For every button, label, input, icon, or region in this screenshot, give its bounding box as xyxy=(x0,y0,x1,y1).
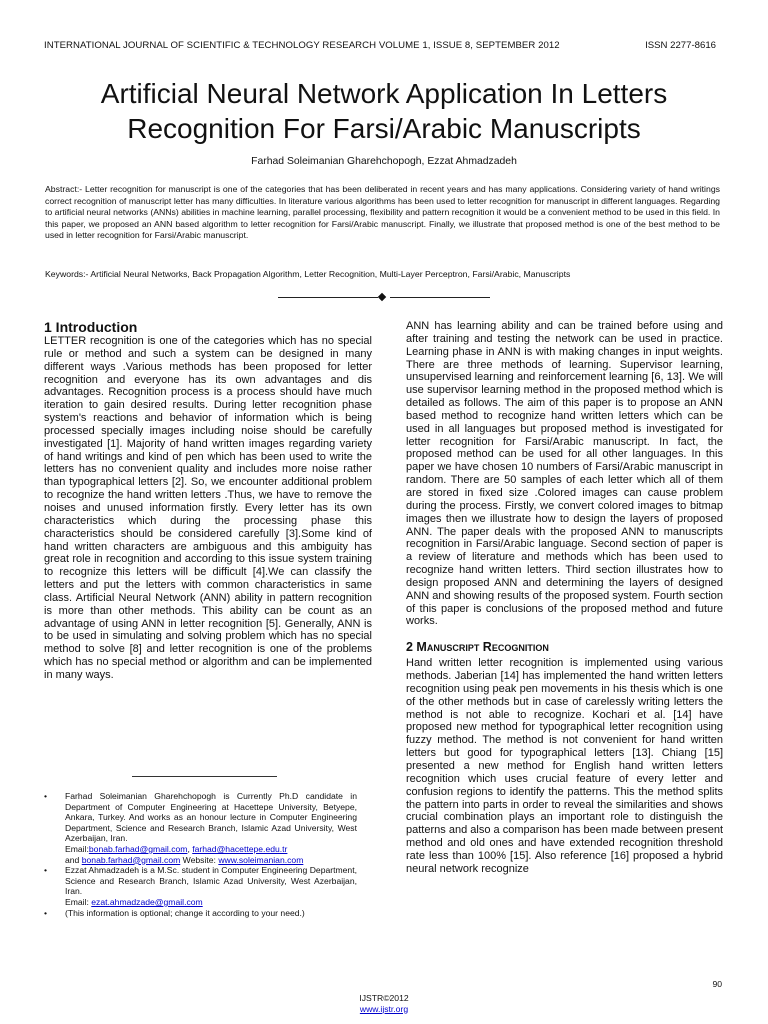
footnote-optional xyxy=(44,908,357,919)
email-link-4[interactable]: ezat.ahmadzade@gmail.com xyxy=(91,896,203,907)
section-2-heading: 2 Manuscript Recognition xyxy=(406,640,549,655)
page-number: 90 xyxy=(712,979,722,989)
divider-line-left xyxy=(278,297,378,298)
paper-title xyxy=(40,76,728,146)
bullet-icon: • xyxy=(44,865,48,876)
journal-header: INTERNATIONAL JOURNAL OF SCIENTIFIC & TECHNOLOGY RESEARCH VOLUME 1, ISSUE 8, SEPTEMBER 2012 xyxy=(44,40,560,51)
copyright: IJSTR©2012 xyxy=(359,993,409,1003)
footnote-author-1 xyxy=(44,791,357,865)
title-line-1: Artificial Neural Network Application In Letters xyxy=(100,78,668,109)
left-column xyxy=(44,319,372,682)
footnote-author-2 xyxy=(44,865,357,907)
authors: Farhad Soleimanian Gharehchopogh, Ezzat Ahmadzadeh xyxy=(251,156,517,167)
section-divider xyxy=(278,297,490,299)
keywords: Keywords:- Artificial Neural Networks, Back Propagation Algorithm, Letter Recognition, Multi-Layer Perceptron, Farsi/Arabic, Manuscripts xyxy=(45,269,571,279)
footnote-1-separator: , xyxy=(187,843,193,854)
email-link-3[interactable]: bonab.farhad@gmail.com xyxy=(81,854,181,865)
footnote-1-email-label: Email: xyxy=(65,843,89,854)
bullet-icon: • xyxy=(44,907,48,918)
page-footer xyxy=(0,993,768,1014)
section-1-heading: 1 Introduction xyxy=(44,319,138,335)
section-1-continued: ANN has learning ability and can be trained before using and after training and testing the network can be used in practice. Learning phase in ANN is with making changes in input weights. There are three methods of learning. Supervisor learning, unsupervised learning and reinforcement learning [6, 13]. We will use supervisor learning method in the proposed method which is detailed as follows. The aim of this paper is to propose an ANN based method to recognize hand written letters which can be used in all languages but proposed method is investigated for letter recognition for Farsi/Arabic manuscript. In fact, the proposed method can be used for all other languages. In this paper we have chosen 10 numbers of Farsi/Arabic manuscript in random. There are 50 samples of each letter which all of them are stored in fixed size .Colored images can cause problem during the process. Firstly, we convert colored images to bitmap images then we illustrate how to design the layers of proposed ANN. The paper deals with the proposed ANN to manuscripts recognition in Farsi/Arabic language. Second section of paper is a review of literature and methods which has been used to recognize hand written letters. Third section illustrates how to design proposed ANN and determining the layers of designed ANN and showing results of the proposed system. Fourth section of this paper is conclusions of the proposed method and future works. xyxy=(406,320,723,628)
author-footnotes xyxy=(44,791,357,918)
divider-line-right xyxy=(390,297,490,298)
section-2-body: Hand written letter recognition is implemented using various methods. Jaberian [14] has implemented the hand written letters recognition using peak pen movements in his thesis which is one of the other methods but in case of carelessly writing letters the method is not able to recognize. Kochari et al. [14] have proposed new method for typographical letter recognition using fuzzy method. The method is not convenient for hand written letters but good for typographical letters [13]. Chiang [15] presented a new method for English hand written letters recognition which uses crucial feature of every letter and confusion regions to identify the patterns. This the method splits the pattern into parts in order to reveal the similarities and shows crucial combination plays an important role to distinguish the patterns and also a comparison has been made between present method and old ones and have extended recognition threshold rate less than 100% [15]. Also reference [16] proposed a hybrid neural network recognize xyxy=(406,657,723,875)
footnote-1-text: Farhad Soleimanian Gharehchopogh is Currently Ph.D candidate in Department of Computer Engineering at Hacettepe University, Betyepe, Ankara, Turkey. And works as an honour lecture in Computer Engineering Department, Science and Research Branch, Islamic Azad University, West Azerbaijan, Iran. xyxy=(65,791,357,844)
footnote-3-text: (This information is optional; change it according to your need.) xyxy=(65,907,305,918)
issn-header: ISSN 2277-8616 xyxy=(645,40,716,51)
divider-diamond-icon xyxy=(378,293,386,301)
right-column xyxy=(406,320,723,876)
journal-url-link[interactable]: www.ijstr.org xyxy=(359,1003,409,1014)
footnote-2-text: Ezzat Ahmadzadeh is a M.Sc. student in Computer Engineering Department, Science and Research Branch, Islamic Azad University, West Azerbaijan, Iran. xyxy=(65,865,357,897)
title-line-2: Recognition For Farsi/Arabic Manuscripts xyxy=(127,113,641,144)
section-1-body: LETTER recognition is one of the categories which has no special rule or method and such a system can be designed in many different ways .Various methods has been proposed for letter recognition and everyone has its own advantages and dis advantages. Recognition process is a process should have much iteration to gain desired results. During letter recognition phase system's reactions and behavior of information which is being processed specially images including noise should be carefully investigated [1]. Majority of hand written images regarding variety of hand writings and kind of pen which has been used to write the letters has no convenient quality and includes more noise rather than typographical letters [2]. So, we encounter additional problem to recognize the hand written letters .Thus, we have to remove the noises and unused information firstly. Every letter has its own characteristics which during the processing phase this characteristics should be considered carefully [3].Some kind of hand written characters are ambiguous and this ambiguity has great role in recognition and according to this issue system training to recognize this letters will be difficult [4].We can classify the letters and put the letters with common characteristics in same class. Artificial Neural Network (ANN) ability in pattern recognition is more than other methods. This ability can be count as an advantage of using ANN in letter recognition [5]. Generally, ANN is to be used in simulating and solving problem which has no special method to solve [8] and letter recognition is one of the problems which has no special method or algorithm and can be implemented in many ways. xyxy=(44,335,372,681)
email-link-1[interactable]: bonab.farhad@gmail.com xyxy=(88,843,188,854)
bullet-icon: • xyxy=(44,791,48,801)
website-link[interactable]: www.soleimanian.com xyxy=(218,854,304,865)
email-link-2[interactable]: farhad@hacettepe.edu.tr xyxy=(192,843,288,854)
footnote-rule xyxy=(132,776,277,777)
footnote-2-email-label: Email: xyxy=(65,896,92,907)
footnote-1-website-label: Website: xyxy=(180,854,219,865)
abstract: Abstract:- Letter recognition for manuscript is one of the categories that has been deliberated in recent years and has many applications. Considering variety of hand writings correct recognition of manuscript letter has many difficulties. In literature various algorithms has been used to letter recognition for manuscript in different languages. Regarding to artificial neural networks (ANNs) abilities in machine learning, parallel processing, flexibility and pattern recognition it would be a convenient method to be used in this field. In this paper, we proposed an ANN based algorithm to letter recognition for Farsi/Arabic manuscript. Finally, we illustrate that proposed method is one of the best method to be used in letter recognition for Farsi/Arabic manuscript. xyxy=(45,184,720,241)
footnote-1-and: and xyxy=(65,854,82,865)
